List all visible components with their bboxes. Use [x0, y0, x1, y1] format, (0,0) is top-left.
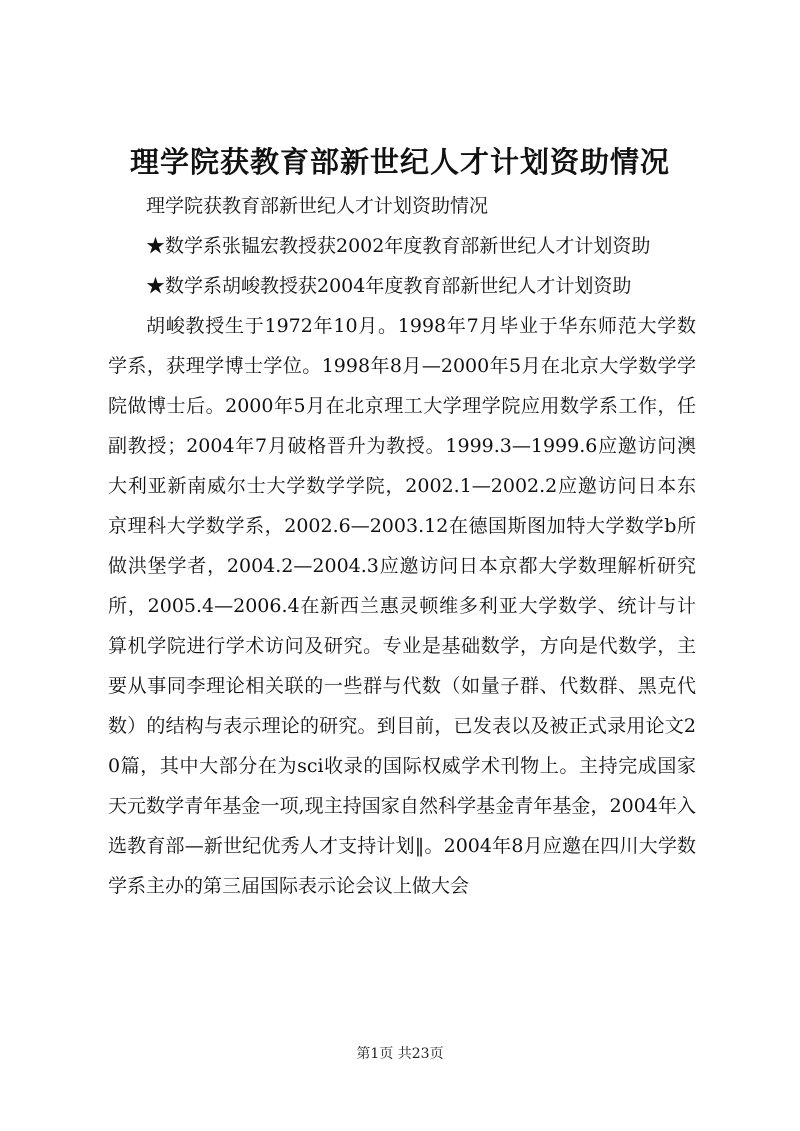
paragraph-award-hu: ★数学系胡峻教授获2004年度教育部新世纪人才计划资助 — [146, 275, 632, 297]
paragraph-biography: 胡峻教授生于1972年10月。1998年7月毕业于华东师范大学数学系，获理学博士学位。1998年8月—2000年5月在北京大学数学学院做博士后。2000年5月在北京理工大学理学院应用数学系工作，任副教授；2004年7月破格晋升为教授。1999.3—1999.6应邀访问澳大利亚新南威尔士大学数学学院，2002.1—2002.2应邀访问日本东京理科大学数学系，2002.6—2003.12在德国斯图加特大学数学b所做洪堡学者，2004.2—2004.3应邀访问日本京都大学数理解析研究所，2005.4—2006.4在新西兰惠灵顿维多利亚大学数学、统计与计算机学院进行学术访问及研究。专业是基础数学，方向是代数学，主要从事同李理论相关联的一些群与代数（如量子群、代数群、黑克代数）的结构与表示理论的研究。到目前，已发表以及被正式录用论文20篇，其中大部分在为sci收录的国际权威学术刊物上。主持完成国家天元数学青年基金一项,现主持国家自然科学基金青年基金，2004年入选教育部—新世纪优秀人才支持计划‖。2004年8月应邀在四川大学数学系主办的第三届国际表示论会议上做大会 — [108, 315, 696, 897]
paragraph-subtitle: 理学院获教育部新世纪人才计划资助情况 — [146, 195, 489, 217]
document-body — [108, 186, 696, 906]
paragraph-award-zhang: ★数学系张韫宏教授获2002年度教育部新世纪人才计划资助 — [146, 235, 651, 257]
document-title: 理学院获教育部新世纪人才计划资助情况 — [129, 145, 670, 179]
page-footer: 第1页 共23页 — [356, 1046, 444, 1062]
